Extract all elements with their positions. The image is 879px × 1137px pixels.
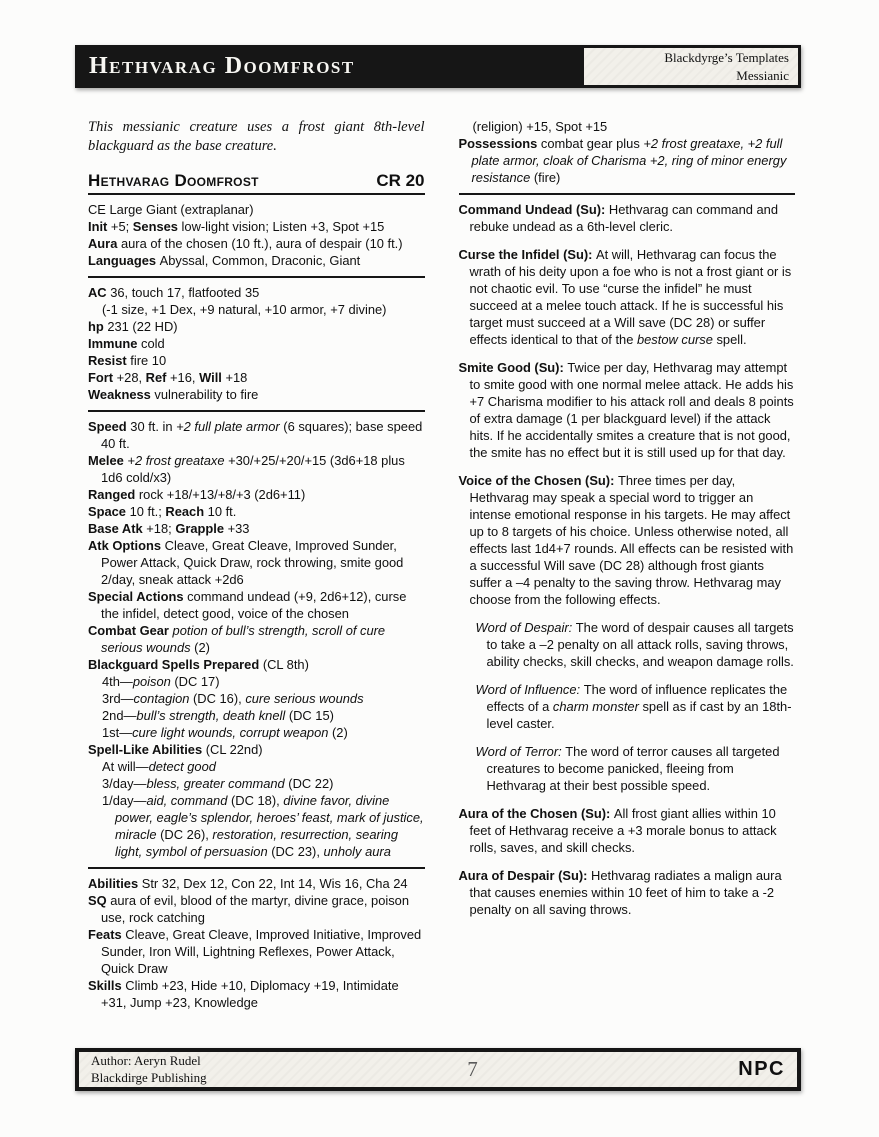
line-possessions: Possessions combat gear plus +2 frost greataxe, +2 full plate armor, cloak of Charisma +2, ring of minor energy resistance (fire) [458,136,787,185]
section-divider [88,193,425,195]
line-spells-4th: 4th—poison (DC 17) [102,674,220,689]
line-feats: Feats Cleave, Great Cleave, Improved Initiative, Improved Sunder, Iron Will, Lightning Reflexes, Power Attack, Quick Draw [88,927,422,976]
para-word-of-terror: Word of Terror: The word of terror causes all targeted creatures to become panicked, fleeing from Hethvarag at their best possible speed. [475,744,780,793]
brand-subtitle: Messianic [736,67,789,83]
content-area [75,88,801,1048]
line-spells-2nd: 2nd—bull’s strength, death knell (DC 15) [102,708,334,723]
para-aura-of-the-chosen: Aura of the Chosen (Su): All frost giant allies within 10 feet of Hethvarag receive a +3 morale bonus to attack rolls, saves, and skill checks. [458,806,777,855]
statblock-stats-continued [459,118,796,186]
header-title: Hethvarag Doomfrost [89,53,355,79]
line-abilities: Abilities Str 32, Dex 12, Con 22, Int 14, Wis 16, Cha 24 [88,876,408,891]
line-saves: Fort +28, Ref +16, Will +18 [88,370,248,385]
line-combat-gear: Combat Gear potion of bull’s strength, scroll of cure serious wounds (2) [88,623,386,655]
section-divider [88,410,425,412]
line-spells-1st: 1st—cure light wounds, corrupt weapon (2) [102,725,348,740]
line-ac: AC 36, touch 17, flatfooted 35 [88,285,260,300]
line-melee: Melee +2 frost greataxe +30/+25/+20/+15 (3d6+18 plus 1d6 cold/x3) [88,453,405,485]
section-divider [88,276,425,278]
line-immune: Immune cold [88,336,165,351]
para-word-of-influence: Word of Influence: The word of influence replicates the effects of a charm monster spell as if cast by an 18th-level caster. [475,682,792,731]
line-atk-options: Atk Options Cleave, Great Cleave, Improved Sunder, Power Attack, Quick Draw, rock throwing, smite good 2/day, sneak attack +2d6 [88,538,404,587]
section-divider [88,867,425,869]
para-command-undead: Command Undead (Su): Hethvarag can command and rebuke undead as a 6th-level cleric. [458,202,778,234]
footer-panel [79,1052,797,1087]
statblock-stats [88,875,425,1011]
para-word-of-despair: Word of Despair: The word of despair causes all targets to take a –2 penalty on all attack rolls, saving throws, ability checks, skill checks, and weapon damage rolls. [475,620,794,669]
statblock-heading [88,172,425,189]
line-sla-1day: 1/day—aid, command (DC 18), divine favor, divine power, eagle’s splendor, heroes’ feast, mark of justice, miracle (DC 26), restoration, resurrection, searing light, symbol of persuasion (DC 23), unholy aura [102,793,424,859]
para-curse-the-infidel: Curse the Infidel (Su): At will, Hethvarag can focus the wrath of his deity upon a foe who is not a frost giant or is not chaotic evil. To use “curse the infidel” he must succeed at a melee touch attack. If he is successful his target must succeed at a Will save (DC 28) or suffer effects identical to that of the bestow curse spell. [458,247,792,347]
line-aura: Aura aura of the chosen (10 ft.), aura of despair (10 ft.) [88,236,403,251]
statblock-offense [88,418,425,860]
para-voice-of-the-chosen: Voice of the Chosen (Su): Three times per day, Hethvarag may speak a special word to trigger an intense emotional response in his targets. He may affect up to 8 targets of his choice. Unless otherwise noted, all effects last 1d4+7 rounds. All effects can be resisted with a successful Will save (DC 28) although frost giants suffer a –4 penalty to the saving throw. Hethvarag may choose from the following effects. [458,473,794,607]
section-divider [459,193,796,195]
statblock-defense [88,284,425,403]
page-header-banner [75,45,801,88]
page-footer-banner [75,1048,801,1091]
line-ranged: Ranged rock +18/+13/+8/+3 (2d6+11) [88,487,306,502]
line-spells-3rd: 3rd—contagion (DC 16), cure serious wounds [102,691,364,706]
line-sla-3day: 3/day—bless, greater command (DC 22) [102,776,334,791]
footer-tag: NPC [738,1058,785,1080]
line-hp: hp 231 (22 HD) [88,319,178,334]
line-spells-prepared: Blackguard Spells Prepared (CL 8th) [88,657,309,672]
footer-publisher-line: Blackdirge Publishing [91,1069,207,1085]
line-special-actions: Special Actions command undead (+9, 2d6+12), curse the infidel, detect good, voice of the chosen [88,589,407,621]
header-brand-box [584,48,798,85]
line-base-atk: Base Atk +18; Grapple +33 [88,521,250,536]
para-aura-of-despair: Aura of Despair (Su): Hethvarag radiates a malign aura that causes enemies within 10 feet of him to take a -2 penalty on all saving throws. [458,868,782,917]
footer-author-line: Author: Aeryn Rudel [91,1052,201,1068]
line-skills-continued: (religion) +15, Spot +15 [472,119,608,134]
document-page [75,45,801,1085]
line-speed: Speed 30 ft. in +2 full plate armor (6 squares); base speed 40 ft. [88,419,423,451]
para-smite-good: Smite Good (Su): Twice per day, Hethvarag may attempt to smite good with one normal melee attack. He adds his +7 Charisma modifier to his attack roll and deals 8 points of extra damage (1 per blackguard level) if the attack hits. If he accidentally smites a creature that is not good, the smite has no effect but it is still used up for that day. [458,360,794,460]
special-abilities [459,201,796,918]
statblock-basics [88,201,425,269]
challenge-rating: CR 20 [376,171,425,190]
line-sla-at-will: At will—detect good [102,759,216,774]
line-space-reach: Space 10 ft.; Reach 10 ft. [88,504,237,519]
line-type: CE Large Giant (extraplanar) [88,202,254,217]
line-weakness: Weakness vulnerability to fire [88,387,259,402]
intro-text: This messianic creature uses a frost giant 8th-level blackguard as the base creature. [88,119,425,154]
right-column [459,118,796,1048]
brand-series: Blackdyrge’s Templates [664,49,789,65]
creature-name: Hethvarag Doomfrost [88,171,259,190]
line-languages: Languages Abyssal, Common, Draconic, Giant [88,253,361,268]
page-number: 7 [467,1057,478,1081]
line-skills: Skills Climb +23, Hide +10, Diplomacy +19, Intimidate +31, Jump +23, Knowledge [88,978,399,1010]
left-column [88,118,425,1048]
line-ac-detail: (-1 size, +1 Dex, +9 natural, +10 armor, +7 divine) [102,302,387,317]
line-resist: Resist fire 10 [88,353,167,368]
footer-author-block [91,1053,207,1087]
line-init-senses: Init +5; Senses low-light vision; Listen +3, Spot +15 [88,219,385,234]
line-spell-like: Spell-Like Abilities (CL 22nd) [88,742,263,757]
line-sq: SQ aura of evil, blood of the martyr, divine grace, poison use, rock catching [88,893,410,925]
